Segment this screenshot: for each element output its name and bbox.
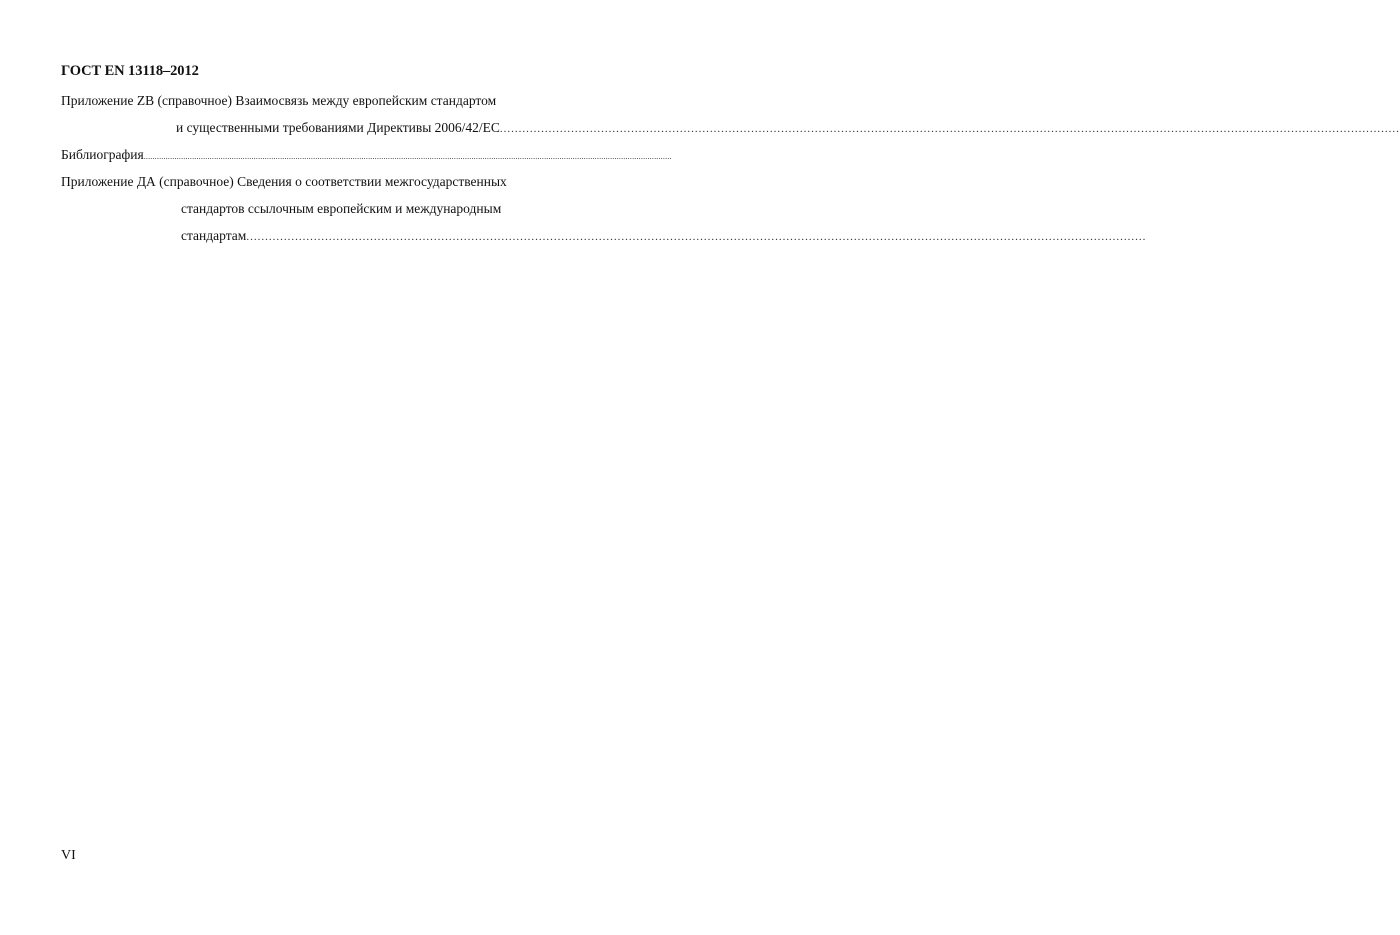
toc-annex-da-line-2 — [181, 200, 601, 218]
toc-bibliography-label: Библиография — [61, 147, 144, 162]
toc-annex-da-continuation: стандартов ссылочным европейским и международным — [181, 201, 502, 216]
toc-dot-leader: ................................................................................................................................................................................................................................................ — [499, 123, 1400, 135]
page-number: VI — [61, 848, 76, 863]
toc-annex-zb-continuation: и существенными требованиями Директивы 2006/42/ЕС — [176, 120, 500, 135]
toc-dot-leader: ................................................................................................................................................................................................................................................ — [246, 231, 1147, 243]
document-header-standard-code: ГОСТ EN 13118–2012 — [61, 63, 199, 79]
toc-annex-da-line-1 — [61, 173, 601, 191]
toc-annex-da-continuation-end: стандартам — [181, 228, 247, 243]
toc-annex-zb-line-2[interactable] — [176, 119, 1400, 137]
toc-annex-zb-line-1 — [61, 92, 601, 110]
toc-annex-da-line-3[interactable] — [181, 227, 1147, 245]
toc-annex-da-title: Приложение ДА (справочное) Сведения о соответствии межгосударственных — [61, 174, 507, 189]
toc-dot-leader: ................................................................................................................................................................................................................................................ — [143, 152, 672, 161]
toc-annex-zb-title: Приложение ZB (справочное) Взаимосвязь между европейским стандартом — [61, 93, 497, 108]
toc-bibliography-entry[interactable] — [61, 146, 672, 164]
